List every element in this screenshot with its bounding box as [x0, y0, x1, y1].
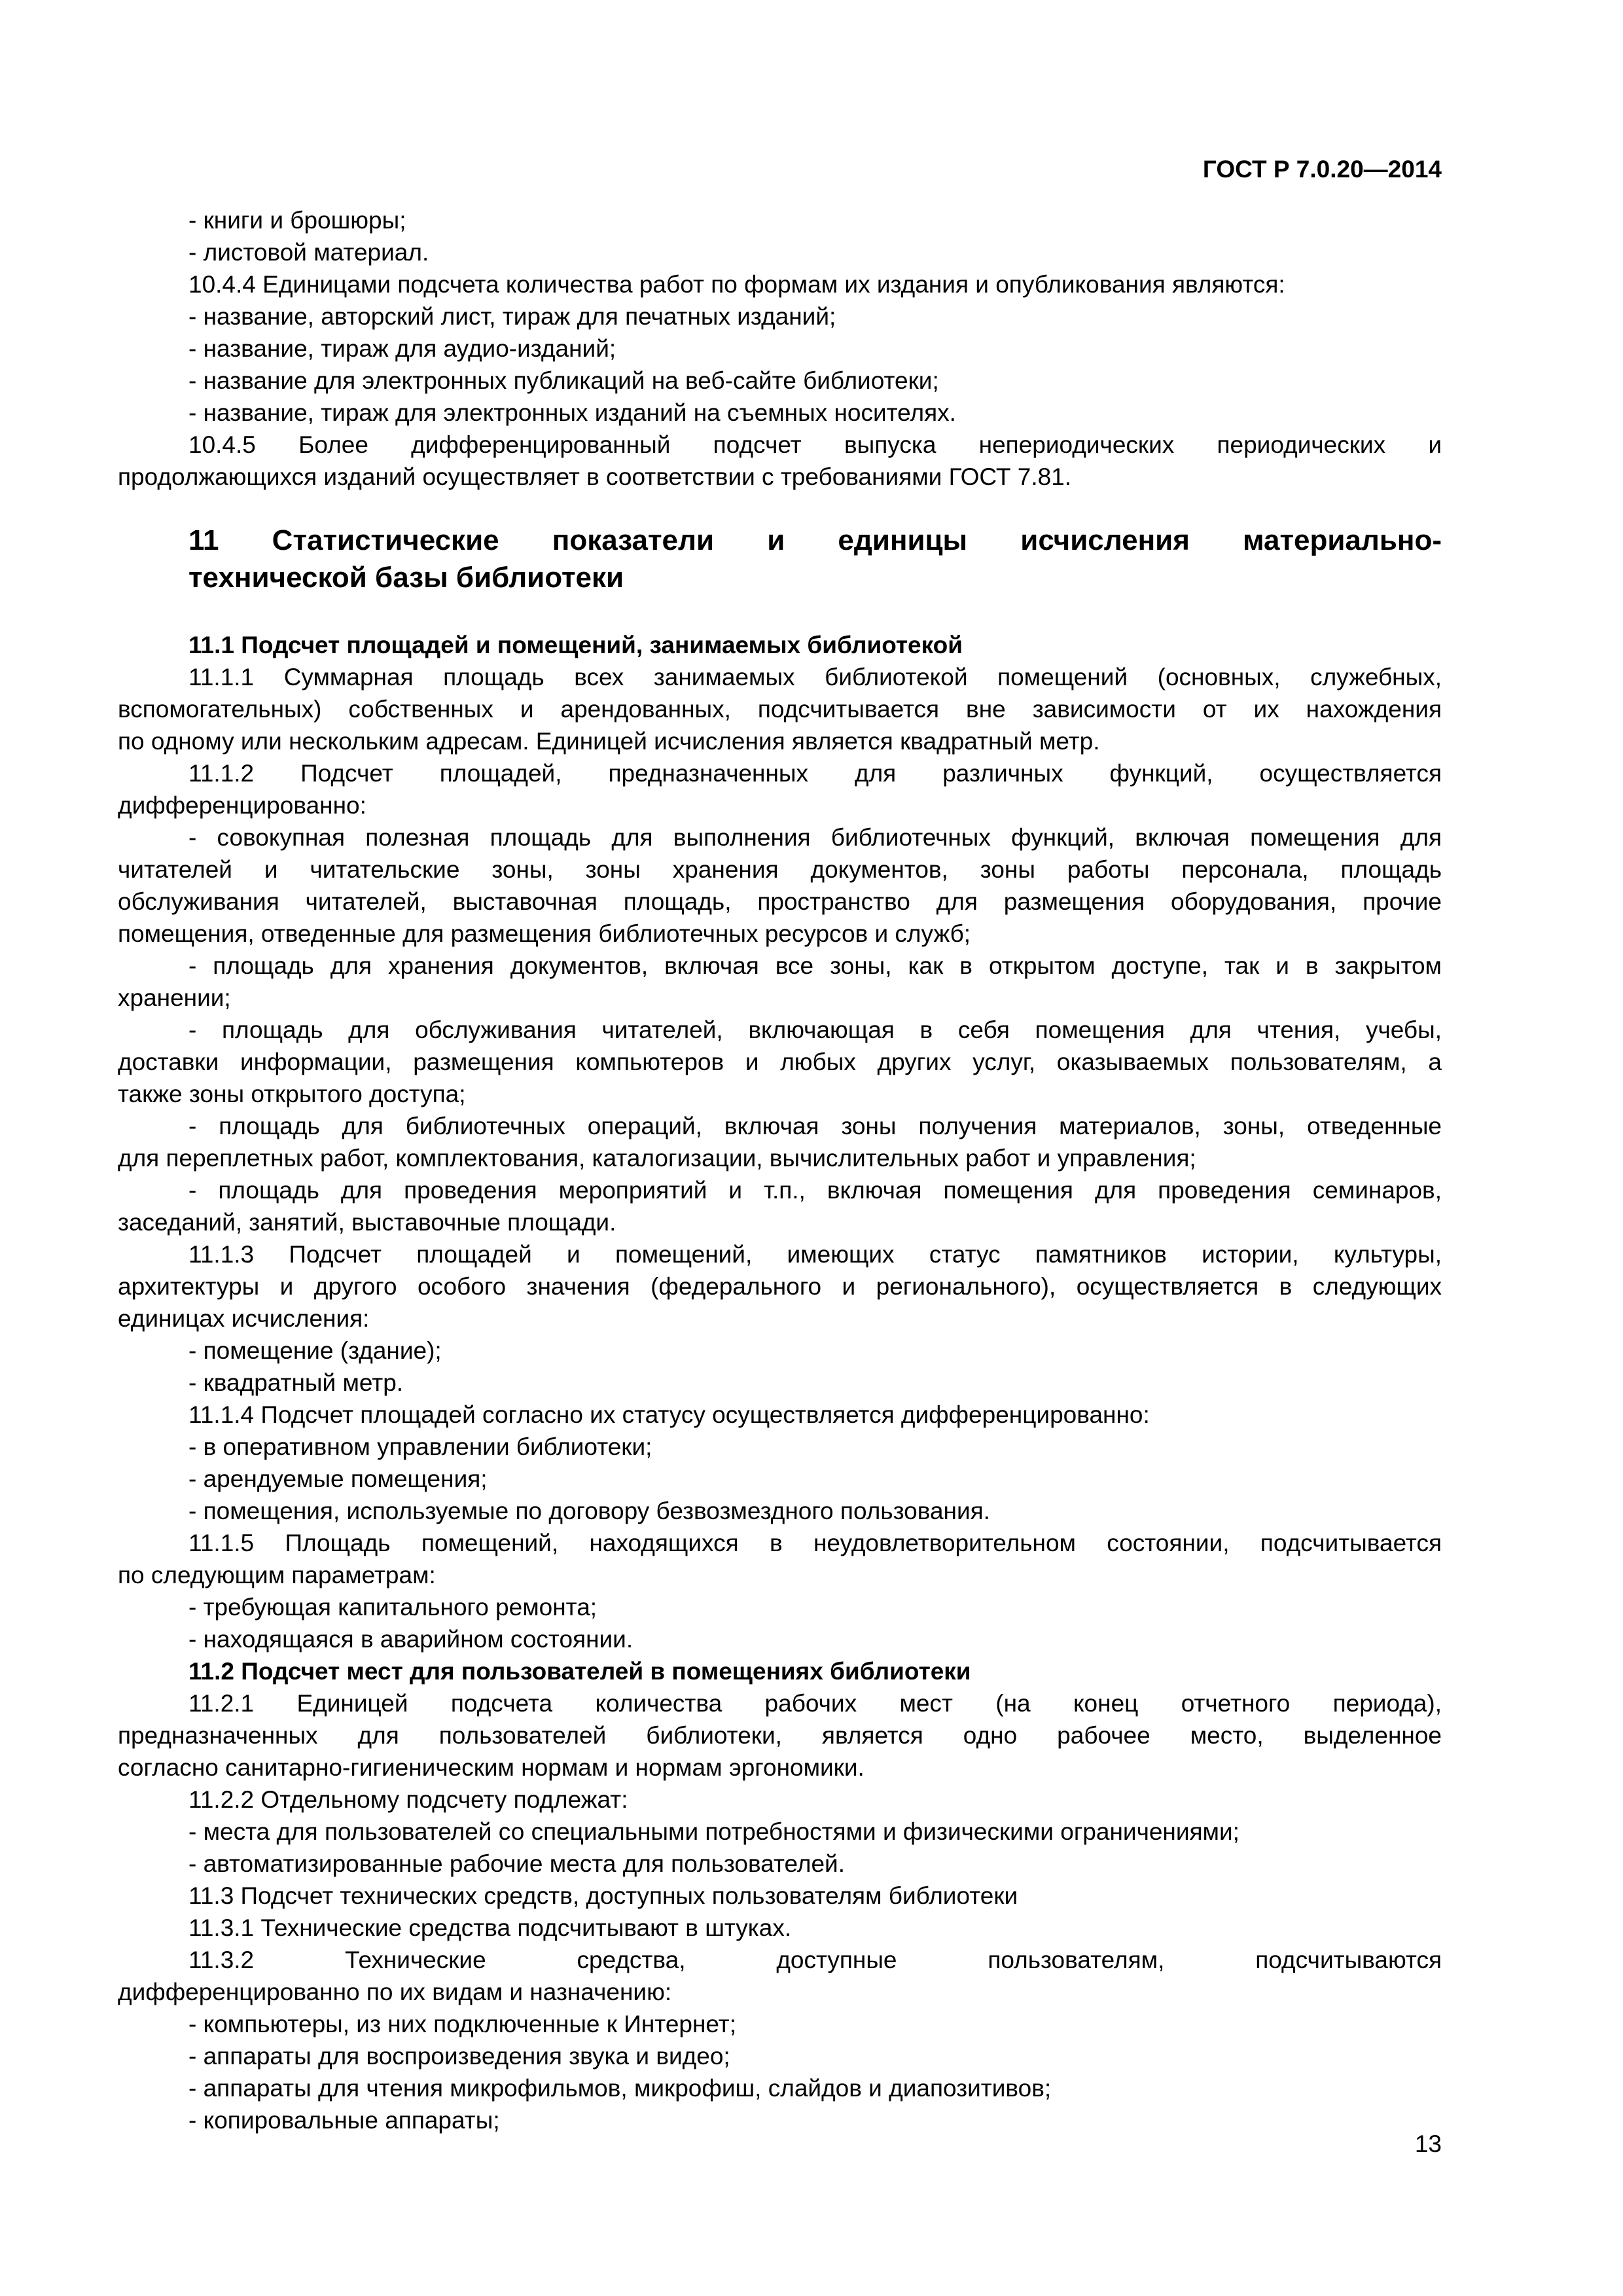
section-heading — [118, 522, 1442, 596]
text-line: 11.1.1 Суммарная площадь всех занимаемых библиотекой помещений (основных, служебных, — [188, 664, 1442, 691]
text-line: 11 Статистические показатели и единицы исчисления материально- — [188, 524, 1442, 556]
text-line: 11.2.2 Отдельному подсчету подлежат: — [188, 1786, 628, 1813]
text-line: единицах исчисления: — [118, 1305, 370, 1332]
paragraph — [118, 1816, 1442, 1848]
text-line: дифференцированно: — [118, 792, 366, 819]
text-line: - находящаяся в аварийном состоянии. — [188, 1626, 633, 1653]
text-line: доставки информации, размещения компьютеров и любых других услуг, оказываемых пользователям, а — [118, 1049, 1442, 1075]
text-line: 11.1.4 Подсчет площадей согласно их статусу осуществляется дифференцированно: — [188, 1401, 1150, 1428]
paragraph — [118, 397, 1442, 429]
text-line: - аппараты для воспроизведения звука и видео; — [188, 2043, 730, 2070]
paragraph — [118, 1527, 1442, 1591]
text-line: - название для электронных публикаций на веб-сайте библиотеки; — [188, 367, 939, 394]
page-number: 13 — [1414, 2130, 1442, 2157]
text-line: вспомогательных) собственных и арендованных, подсчитывается вне зависимости от их нахождения — [118, 696, 1442, 723]
subsection-heading — [118, 629, 1442, 661]
paragraph — [118, 2008, 1442, 2040]
paragraph — [118, 1399, 1442, 1431]
text-line: хранении; — [118, 984, 231, 1011]
paragraph — [118, 1463, 1442, 1495]
text-line: 10.4.4 Единицами подсчета количества работ по формам их издания и опубликования являются: — [188, 271, 1285, 298]
subsection-heading — [118, 1655, 1442, 1687]
paragraph — [118, 757, 1442, 821]
text-line: 11.2.1 Единицей подсчета количества рабочих мест (на конец отчетного периода), — [188, 1690, 1442, 1717]
text-line: - помещения, используемые по договору безвозмездного пользования. — [188, 1498, 990, 1524]
paragraph — [118, 1174, 1442, 1238]
paragraph — [118, 2040, 1442, 2072]
text-line: продолжающихся изданий осуществляет в соответствии с требованиями ГОСТ 7.81. — [118, 463, 1072, 490]
paragraph — [118, 268, 1442, 300]
paragraph — [118, 332, 1442, 365]
text-line: по следующим параметрам: — [118, 1562, 436, 1588]
paragraph — [118, 1944, 1442, 2008]
text-line: 11.1.2 Подсчет площадей, предназначенных для различных функций, осуществляется — [188, 760, 1442, 787]
text-line: - книги и брошюры; — [188, 207, 406, 234]
text-line: 11.3 Подсчет технических средств, доступных пользователям библиотеки — [188, 1882, 1018, 1909]
paragraph — [118, 1591, 1442, 1623]
text-line: обслуживания читателей, выставочная площадь, пространство для размещения оборудования, прочие — [118, 888, 1442, 915]
paragraph — [118, 1623, 1442, 1655]
text-line: 10.4.5 Более дифференцированный подсчет выпуска непериодических периодических и — [188, 431, 1442, 458]
paragraph — [118, 2072, 1442, 2104]
text-line: - места для пользователей со специальными потребностями и физическими ограничениями; — [188, 1818, 1240, 1845]
paragraph — [118, 2104, 1442, 2136]
text-line: согласно санитарно-гигиеническим нормам и нормам эргономики. — [118, 1754, 865, 1781]
text-line: - аппараты для чтения микрофильмов, микрофиш, слайдов и диапозитивов; — [188, 2075, 1052, 2102]
text-line: - автоматизированные рабочие места для пользователей. — [188, 1850, 845, 1877]
text-line: читателей и читательские зоны, зоны хранения документов, зоны работы персонала, площадь — [118, 856, 1442, 883]
paragraph — [118, 1495, 1442, 1527]
text-line: помещения, отведенные для размещения библиотечных ресурсов и служб; — [118, 920, 971, 947]
text-line: - название, авторский лист, тираж для печатных изданий; — [188, 303, 836, 330]
paragraph — [118, 1110, 1442, 1174]
text-line: - требующая капитального ремонта; — [188, 1594, 597, 1621]
text-line: - площадь для библиотечных операций, включая зоны получения материалов, зоны, отведенные — [188, 1113, 1442, 1139]
text-line: 11.3.2 Технические средства, доступные пользователям, подсчитываются — [188, 1946, 1442, 1973]
paragraph — [118, 1367, 1442, 1399]
text-line: технической базы библиотеки — [188, 562, 624, 594]
text-line: - копировальные аппараты; — [188, 2107, 500, 2134]
text-line: 11.1 Подсчет площадей и помещений, занимаемых библиотекой — [188, 632, 963, 658]
document-header-id: ГОСТ Р 7.0.20—2014 — [1202, 156, 1442, 183]
text-line: - помещение (здание); — [188, 1337, 442, 1364]
paragraph — [118, 1848, 1442, 1880]
text-line: 11.3.1 Технические средства подсчитывают в штуках. — [188, 1914, 792, 1941]
text-line: 11.2 Подсчет мест для пользователей в помещениях библиотеки — [188, 1658, 971, 1685]
text-line: - название, тираж для электронных изданий на съемных носителях. — [188, 399, 956, 426]
paragraph — [118, 1335, 1442, 1367]
text-line: - площадь для проведения мероприятий и т.п., включая помещения для проведения семинаров, — [188, 1177, 1442, 1204]
paragraph — [118, 1431, 1442, 1463]
paragraph — [118, 1687, 1442, 1784]
text-line: - компьютеры, из них подключенные к Интернет; — [188, 2011, 736, 2037]
text-line: - арендуемые помещения; — [188, 1465, 488, 1492]
paragraph — [118, 365, 1442, 397]
paragraph — [118, 429, 1442, 493]
paragraph — [118, 821, 1442, 950]
text-line: - название, тираж для аудио-изданий; — [188, 335, 616, 362]
text-line: также зоны открытого доступа; — [118, 1081, 466, 1107]
text-line: для переплетных работ, комплектования, каталогизации, вычислительных работ и управления; — [118, 1145, 1196, 1172]
paragraph — [118, 661, 1442, 757]
text-line: предназначенных для пользователей библиотеки, является одно рабочее место, выделенное — [118, 1722, 1442, 1749]
paragraph — [118, 1880, 1442, 1912]
text-line: архитектуры и другого особого значения (федерального и регионального), осуществляется в следующих — [118, 1273, 1442, 1300]
text-line: по одному или нескольким адресам. Единицей исчисления является квадратный метр. — [118, 728, 1100, 755]
paragraph — [118, 1014, 1442, 1110]
paragraph — [118, 1912, 1442, 1944]
text-line: - квадратный метр. — [188, 1369, 404, 1396]
text-line: - площадь для хранения документов, включая все зоны, как в открытом доступе, так и в закрытом — [188, 952, 1442, 979]
text-line: - совокупная полезная площадь для выполнения библиотечных функций, включая помещения для — [188, 824, 1442, 851]
paragraph — [118, 1784, 1442, 1816]
paragraph — [118, 950, 1442, 1014]
document-body — [118, 204, 1442, 2136]
paragraph — [118, 204, 1442, 236]
text-line: 11.1.3 Подсчет площадей и помещений, имеющих статус памятников истории, культуры, — [188, 1241, 1442, 1268]
text-line: заседаний, занятий, выставочные площади. — [118, 1209, 616, 1236]
text-line: дифференцированно по их видам и назначению: — [118, 1979, 672, 2005]
text-line: - в оперативном управлении библиотеки; — [188, 1433, 652, 1460]
text-line: - листовой материал. — [188, 239, 429, 266]
paragraph — [118, 1238, 1442, 1335]
paragraph — [118, 236, 1442, 268]
text-line: - площадь для обслуживания читателей, включающая в себя помещения для чтения, учебы, — [188, 1016, 1442, 1043]
text-line: 11.1.5 Площадь помещений, находящихся в неудовлетворительном состоянии, подсчитывается — [188, 1530, 1442, 1556]
paragraph — [118, 300, 1442, 332]
